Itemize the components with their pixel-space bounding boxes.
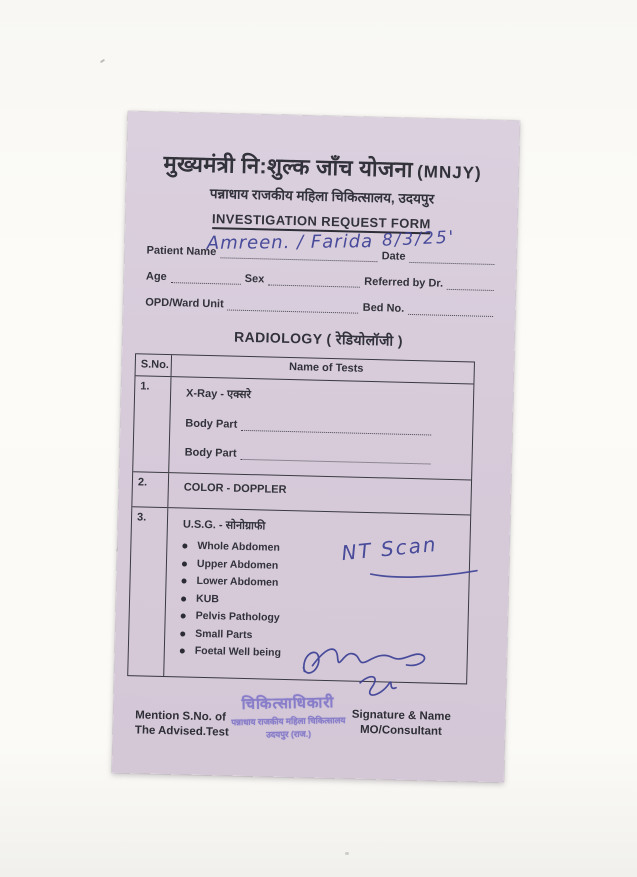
bullet-icon xyxy=(181,596,186,601)
list-item: Pelvis Pathology xyxy=(180,608,459,632)
hospital-name: पन्नाधाय राजकीय महिला चिकित्सालय, उदयपुर xyxy=(209,186,435,207)
bullet-icon xyxy=(180,631,185,636)
age-sex-line xyxy=(146,271,494,291)
advised-test-note: Mention S.No. of The Advised.Test xyxy=(134,709,229,739)
list-item: Foetal Well being xyxy=(180,643,459,667)
row-sno: 3. xyxy=(128,507,168,676)
form-title: INVESTIGATION REQUEST FORM xyxy=(212,211,431,234)
body-part-label: Body Part xyxy=(184,446,237,460)
row-sno: 1. xyxy=(133,376,171,472)
scheme-title-hindi: मुख्यमंत्री नि:शुल्क जाँच योजना xyxy=(163,150,414,182)
bed-no-label: Bed No. xyxy=(362,301,405,315)
scan-speck xyxy=(100,59,105,64)
xray-test-title: X-Ray - एक्सरे xyxy=(185,387,252,402)
scheme-abbrev: (MNJY) xyxy=(416,162,482,183)
stamp-hospital: पन्नाधाय राजकीय महिला चिकित्सालय xyxy=(231,715,346,728)
table-row-xray xyxy=(133,375,473,479)
date-label: Date xyxy=(381,250,406,264)
handwritten-underline-stroke xyxy=(369,563,481,582)
body-part-line-2 xyxy=(185,447,431,465)
investigation-request-form xyxy=(112,111,520,782)
form-header xyxy=(147,152,497,237)
tests-table xyxy=(127,353,475,684)
list-item: Small Parts xyxy=(180,625,459,649)
col-header-sno: S.No. xyxy=(136,354,173,376)
opd-ward-field[interactable] xyxy=(228,299,359,314)
body-part-field-2[interactable] xyxy=(240,449,430,465)
list-item: Upper Abdomen xyxy=(182,555,461,579)
age-label: Age xyxy=(145,270,167,284)
stamp-city: उदयपुर (राज.) xyxy=(266,728,312,740)
handwritten-patient-name: Amreen. / Farida xyxy=(206,231,374,254)
doppler-test-title: COLOR - DOPPLER xyxy=(183,481,287,497)
patient-name-label: Patient Name xyxy=(146,244,217,259)
body-part-field-1[interactable] xyxy=(241,420,431,436)
row-sno: 2. xyxy=(132,472,169,507)
radiology-section-title: RADIOLOGY ( रेडियोलॉजी ) xyxy=(233,328,404,349)
opd-ward-label: OPD/Ward Unit xyxy=(145,296,224,311)
signature-name-label: Signature & Name MO/Consultant xyxy=(351,708,451,738)
body-part-label: Body Part xyxy=(185,417,238,431)
bed-no-field[interactable] xyxy=(408,303,493,317)
referred-by-label: Referred by Dr. xyxy=(364,276,444,290)
usg-test-title: U.S.G. - सोनोग्राफी xyxy=(182,518,266,533)
handwritten-date: 8/3/25' xyxy=(381,227,456,251)
bullet-icon xyxy=(182,544,187,549)
list-item: Whole Abdomen xyxy=(182,538,461,562)
referred-by-field[interactable] xyxy=(447,278,494,291)
body-part-line-1 xyxy=(185,418,431,436)
list-item: KUB xyxy=(181,590,460,614)
bullet-icon xyxy=(180,649,185,654)
bullet-icon xyxy=(181,579,186,584)
handwritten-usg-note: NT Scan xyxy=(340,531,439,566)
stamp-designation: चिकित्साधिकारी xyxy=(241,694,335,713)
list-item: Lower Abdomen xyxy=(181,573,460,597)
sex-label: Sex xyxy=(244,273,265,286)
opd-line xyxy=(145,297,493,317)
date-field[interactable] xyxy=(409,251,494,265)
scheme-title xyxy=(148,152,496,185)
bullet-icon xyxy=(181,614,186,619)
bullet-icon xyxy=(182,561,187,566)
sex-field[interactable] xyxy=(268,274,360,288)
scan-speck xyxy=(345,852,349,855)
col-header-tests: Name of Tests xyxy=(288,361,364,376)
age-field[interactable] xyxy=(171,271,241,285)
